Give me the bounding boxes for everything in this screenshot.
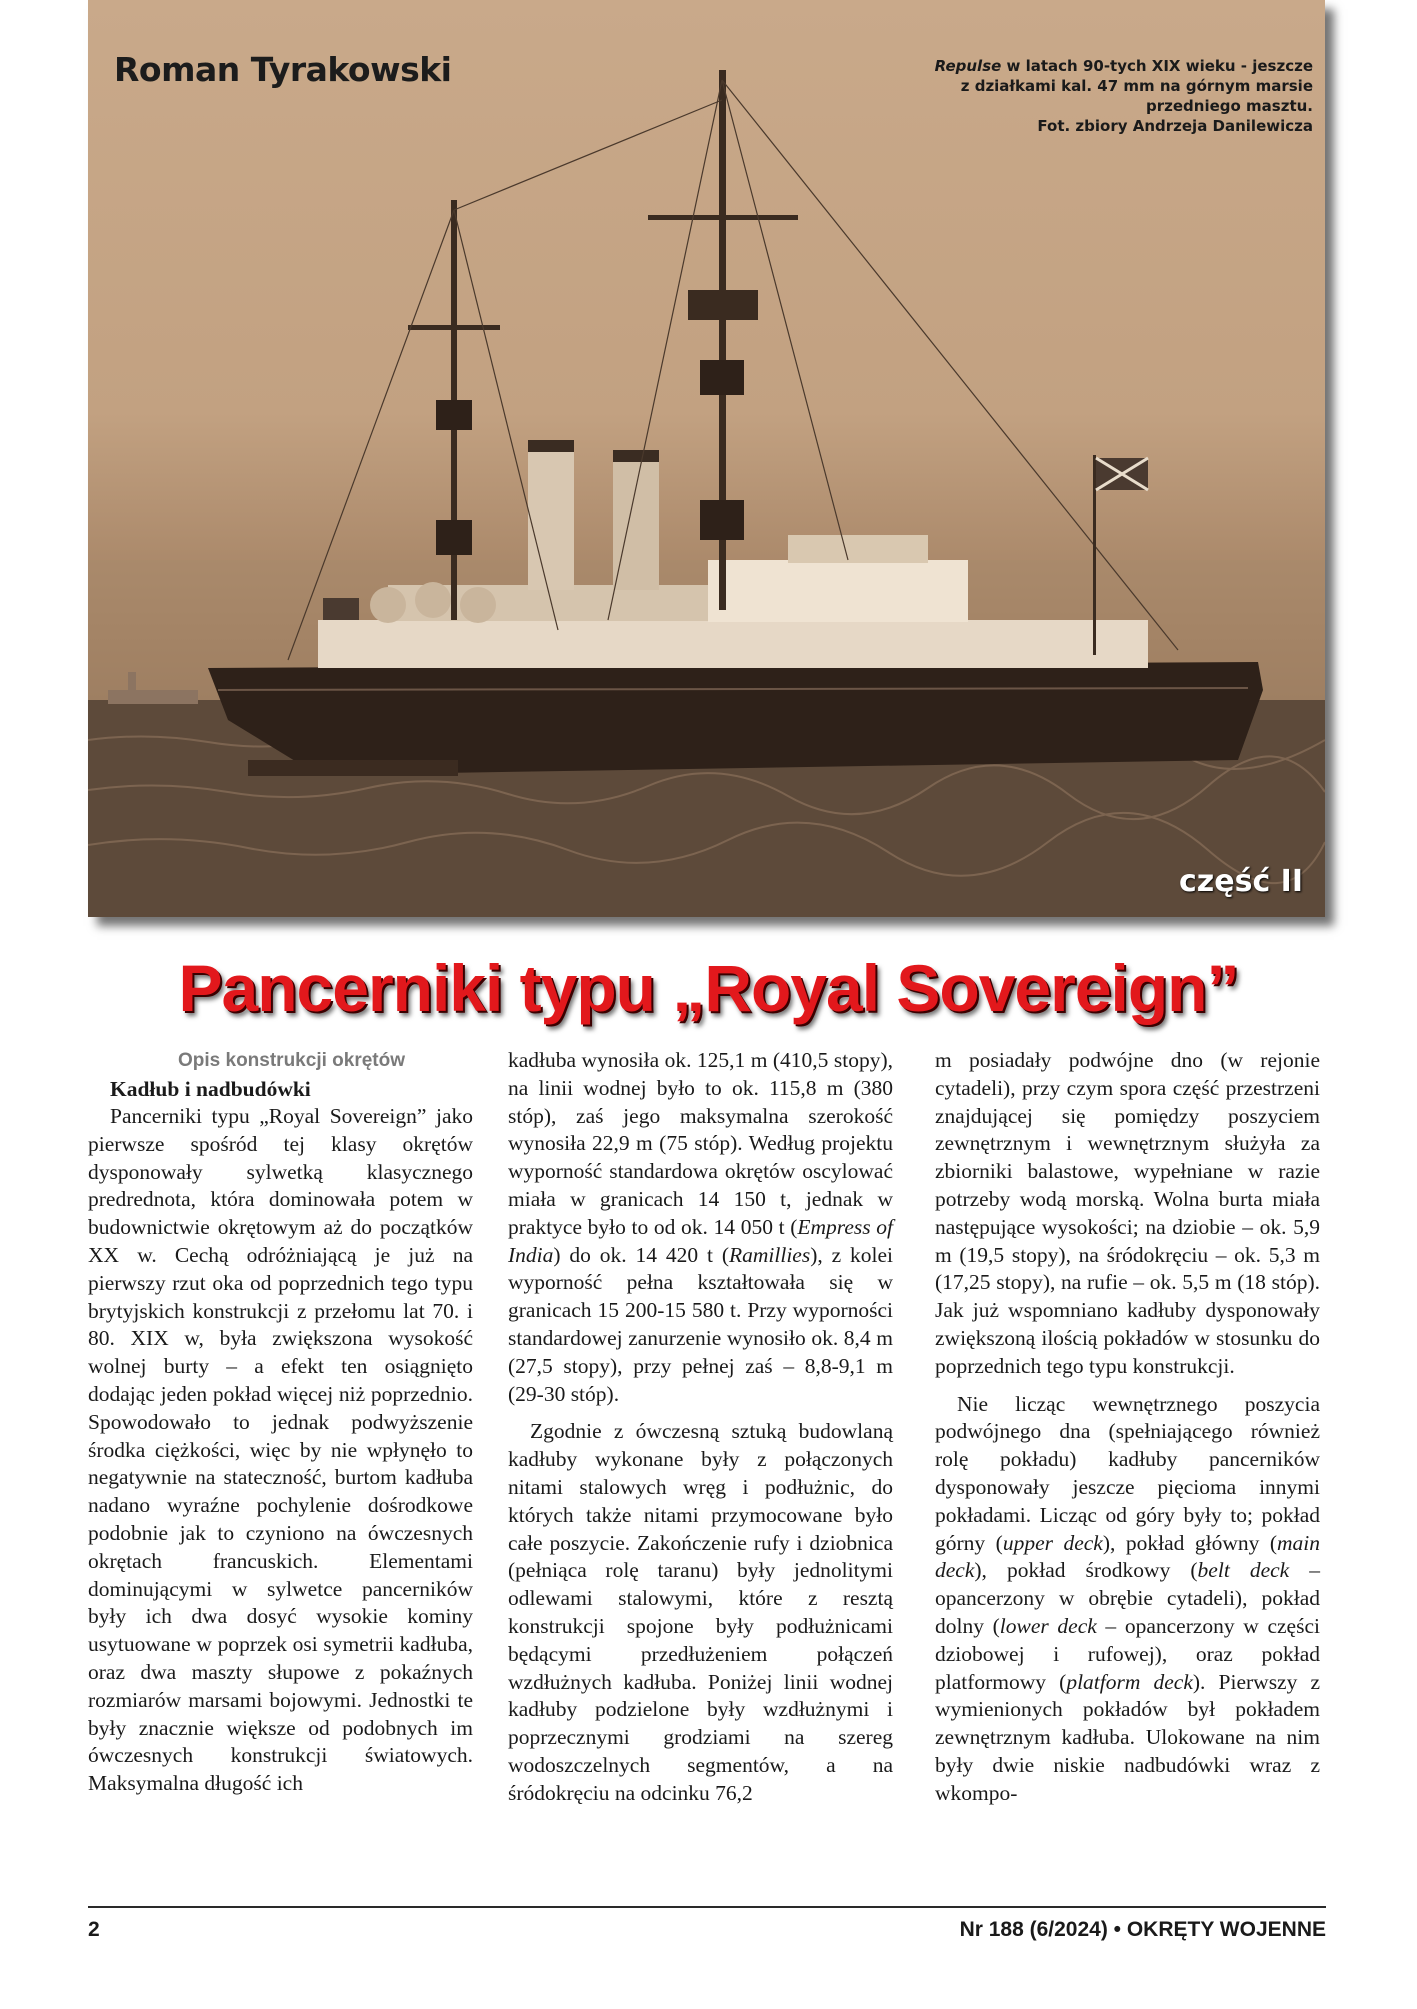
ship-name: Empress of India — [508, 1214, 893, 1267]
term: belt deck — [1197, 1558, 1290, 1583]
text-run: Nie licząc wewnętrznego poszycia podwójnego dna (spełniającego również rolę pokładu) kadłuby pancerników dysponowały jeszcze pięcioma innymi pokładami. Licząc od góry były to; pokład górny ( — [935, 1391, 1320, 1555]
text-run: ) do ok. 14 420 t ( — [553, 1242, 729, 1267]
paragraph — [508, 1047, 893, 1408]
ship-photo — [88, 0, 1325, 917]
article-body — [88, 1047, 1326, 1867]
text-run: ), pokład główny ( — [1102, 1530, 1277, 1555]
text-run: ), z kolei wyporność pełna kształtowała się w granicach 15 200-15 580 t. Przy wyporności standardowej zanurzenie wynosiło ok. 8,4 m (27,5 stopy), przy pełnej zaś – 8,8-9,1 m (29-30 stóp). — [508, 1242, 893, 1406]
paragraph: Pancerniki typu „Royal Sovereign” jako pierwsze spośród tej klasy okrętów dysponowały sylwetką klasycznego predrednota, która dominowała potem w budownictwie okrętowym aż do początków XX w. Cechą odróżniającą je już na pierwszy rzut oka od poprzednich tego typu brytyjskich konstrukcji z przełomu lat 70. i 80. XIX w, była zwiększona wysokość wolnej burty – a efekt ten osiągnięto dodając jeden pokład więcej niż poprzednio. Spowodowało to jednak podwyższenie środka ciężkości, więc by nie wpłynęło to negatywnie na stateczność, burtom kadłuba nadano wyraźne pochylenie dośrodkowe podobnie jak to czyniono na ówczesnych okrętach francuskich. Elementami dominującymi w sylwetce pancerników były ich dwa dosyć wysokie kominy usytuowane w poprzek osi symetrii kadłuba, oraz dwa maszty słupowe z pokaźnych rozmiarów marsami bojowymi. Jednostki te były znacznie większe od podobnych im ówczesnych konstrukcji światowych. Maksymalna długość ich — [88, 1104, 473, 1796]
caption-text: w latach 90-tych XIX wieku - jeszcze z działkami kal. 47 mm na górnym marsie przedniego masztu. — [960, 57, 1313, 115]
text-run: – opancerzony w obrębie cytadeli), pokład dolny ( — [935, 1558, 1321, 1638]
article-title: Pancerniki typu „Royal Sovereign” — [178, 951, 1239, 1025]
text-run: ), pokład środkowy ( — [974, 1558, 1198, 1583]
photo-caption — [933, 56, 1313, 136]
text-run: kadłuba wynosiła ok. 125,1 m (410,5 stopy), na linii wodnej było to ok. 115,8 m (380 stóp), zaś jego maksymalna szerokość wynosiła 22,9 m (75 stóp). Według projektu wyporność standardowa okrętów oscylować miała w granicach 14 150 t, jednak w praktyce było to od ok. 14 050 t ( — [508, 1048, 893, 1239]
paragraph: Zgodnie z ówczesną sztuką budowlaną kadłuby wykonane były z połączonych nitami stalowych wręg i podłużnic, do których także nitami przymocowane było całe poszycie. Zakończenie rufy i dziobnica (pełniąca rolę taranu) były jednolitymi odlewami stalowymi, które z resztą konstrukcji spojone były podłużnicami będącymi przedłużeniem połączeń wzdłużnych kadłuba. Poniżej linii wodnej kadłuby podzielone były wzdłużnymi i poprzecznymi grodziami na szereg wodoszczelnych segmentów, a na śródokręciu na odcinku 76,2 — [508, 1419, 893, 1805]
part-label: część II — [1179, 864, 1303, 899]
term: lower deck — [999, 1613, 1097, 1638]
paragraph: m posiadały podwójne dno (w rejonie cytadeli), przy czym spora część przestrzeni znajdującej się pomiędzy poszyciem zewnętrznym i wewnętrznym służyła za zbiorniki balastowe, wypełniane w razie potrzeby wodą morską. Wolna burta miała następujące wysokości; na dziobie – ok. 5,9 m (19,5 stopy), na śródokręciu – ok. 5,3 m (17,25 stopy), na rufie – ok. 5,5 m (18 stóp). Jak już wspomniano kadłuby dysponowały zwiększoną ilością pokładów w stosunku do poprzednich tego typu konstrukcji. — [935, 1048, 1320, 1378]
battleship-illustration — [88, 0, 1325, 917]
ship-name: Ramillies — [728, 1242, 811, 1267]
photo-credit: Fot. zbiory Andrzeja Danilewicza — [1037, 117, 1313, 135]
paragraph — [935, 1391, 1320, 1808]
text-run: – opancerzony w części dziobowej i rufowej), oraz pokład platformowy ( — [935, 1613, 1320, 1694]
term: upper deck — [1002, 1530, 1103, 1555]
section-heading: Opis konstrukcji okrętów — [178, 1050, 405, 1071]
author-name: Roman Tyrakowski — [114, 50, 452, 89]
term: main deck — [935, 1530, 1320, 1583]
footer-rule — [88, 1906, 1326, 1908]
issue-info: Nr 188 (6/2024) • OKRĘTY WOJENNE — [959, 1918, 1326, 1941]
column-3 — [935, 1047, 1320, 1808]
column-1 — [88, 1047, 473, 1798]
caption-ship-name: Repulse — [934, 57, 1002, 75]
page-number: 2 — [88, 1918, 100, 1941]
text-run: ). Pierwszy z wymienionych pokładów był pokładem zewnętrznym kadłuba. Ulokowane na nim były dwie niskie nadbudówki wraz z wkompo- — [935, 1669, 1320, 1805]
sub-heading: Kadłub i nadbudówki — [110, 1077, 311, 1101]
term: platform deck — [1066, 1669, 1193, 1694]
column-2 — [508, 1047, 893, 1808]
